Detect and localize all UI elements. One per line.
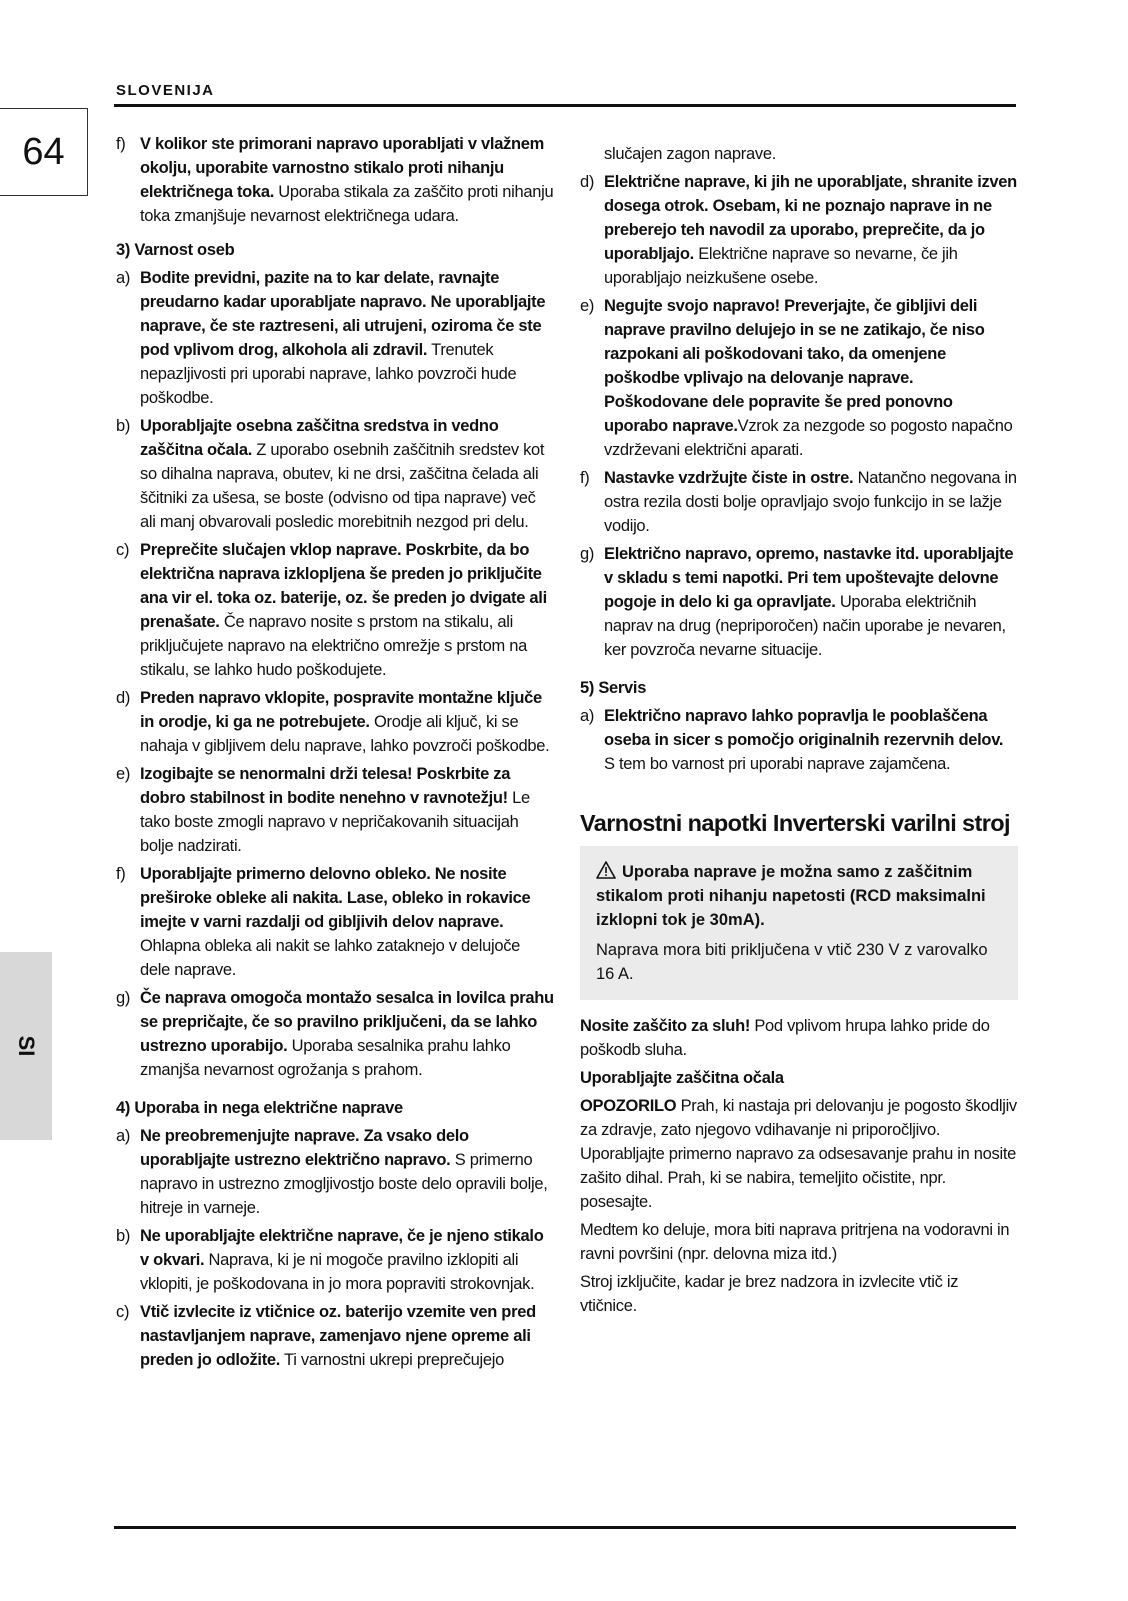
item-letter: f) [116, 865, 126, 883]
item-lead: Negujte svojo napravo! Preverjajte, če gibljivi deli naprave pravilno delujejo in se ne zatikajo, če niso razpokani ali poškodovani tako, da omenjene poškodbe vplivajo na delovanje naprave. Poškodovane dele popravite še pred ponovno uporabo naprave. [604, 297, 985, 435]
item-lead: Vtič izvlecite iz vtičnice oz. baterijo vzemite ven pred nastavljanjem naprave, zamenjavo njene opreme ali preden jo odložite. [140, 1303, 536, 1369]
hearing-protection-para [580, 1014, 1018, 1062]
item-text: Ohlapna obleka ali nakit se lahko zataknejo v delujoče dele naprave. [140, 937, 521, 979]
list-section-5 [580, 704, 1018, 776]
dust-lead: OPOZORILO [580, 1097, 677, 1115]
plug-info: Naprava mora biti priključena v vtič 230 V z varovalko 16 A. [596, 941, 988, 983]
item-letter: g) [580, 545, 595, 563]
list-section-4 [116, 1124, 554, 1372]
list-item [116, 414, 554, 534]
item-lead: Ne preobremenjujte naprave. Za vsako delo uporabljajte ustrezno električno napravo. [140, 1127, 469, 1169]
fixed-surface-para: Medtem ko deluje, mora biti naprava pritrjena na vodoravni in ravni površini (npr. delovna miza itd.) [580, 1221, 1010, 1263]
item-text: Uporaba stikala za zaščito proti nihanju toka zmanjšuje nevarnost električnega udara. [140, 183, 554, 225]
item-text: Orodje ali ključ, ki se nahaja v gibljivem delu naprave, lahko povzroči poškodbe. [140, 713, 550, 755]
item-text: Trenutek nepazljivosti pri uporabi naprave, lahko povzroči hude poškodbe. [140, 341, 517, 407]
item-text: Vzrok za nezgode so pogosto napačno vzdrževani električni aparati. [604, 417, 1013, 459]
item-letter: e) [580, 297, 595, 315]
item-letter: f) [116, 135, 126, 153]
item-letter: a) [116, 1127, 131, 1145]
item-letter: e) [116, 765, 131, 783]
item-text: Če napravo nosite s prstom na stikalu, ali priključujete napravo na električno omrežje s prstom na stikalu, se lahko hudo poškodujete. [140, 613, 528, 679]
item-letter: c) [116, 1303, 130, 1321]
list-item [116, 862, 554, 982]
item-text: Ti varnostni ukrepi preprečujejo [280, 1351, 505, 1369]
item-text: Natančno negovana in ostra rezila dosti bolje opravljajo svojo funkcijo in se lažje vodijo. [604, 469, 1017, 535]
list-item [116, 762, 554, 858]
item-text: Z uporabo osebnih zaščitnih sredstev kot so dihalna naprava, obutev, ki ne drsi, zaščitna čelada ali ščitniki za ušesa, se boste (odvisno od tipa naprave) več ali manj obvarovali posledic morebitnih nezgod pri delu. [140, 441, 545, 531]
item-lead: Preden napravo vklopite, pospravite montažne ključe in orodje, ki ga ne potrebujete. [140, 689, 542, 731]
section-heading-4: 4) Uporaba in nega električne naprave [116, 1099, 403, 1117]
dust-warning-para [580, 1094, 1018, 1214]
item-letter: b) [116, 417, 131, 435]
item-text: Uporaba električnih naprav na drug (nepriporočen) način uporabe je nevaren, ker povzroča nevarne situacije. [604, 593, 1006, 659]
item-text: S primerno napravo in ustrezno zmogljivostjo boste delo opravili bolje, hitreje in varneje. [140, 1151, 548, 1217]
continuation-text: slučajen zagon naprave. [604, 145, 776, 163]
item-lead: V kolikor ste primorani napravo uporabljati v vlažnem okolju, uporabite varnostno stikalo proti nihanju električnega toka. [140, 135, 545, 201]
item-lead: Če naprava omogoča montažo sesalca in lovilca prahu se prepričajte, če so pravilno priključeni, da se lahko ustrezno uporabijo. [140, 989, 554, 1055]
warning-triangle-icon [596, 861, 616, 879]
section-heading-3: 3) Varnost oseb [116, 241, 235, 259]
language-code: SI [14, 1035, 39, 1057]
right-column [580, 132, 1018, 1322]
safety-glasses-heading: Uporabljajte zaščitna očala [580, 1069, 784, 1087]
list-item [580, 170, 1018, 290]
unplug-para: Stroj izključite, kadar je brez nadzora in izvlecite vtič iz vtičnice. [580, 1273, 959, 1315]
dust-text: Prah, ki nastaja pri delovanju je pogosto škodljiv za zdravje, zato njegovo vdihavanje ni priporočljivo. Uporabljajte primerno napravo za odsesavanje prahu in nosite zašito dihal. Prah, ki se nabira, temeljito očistite, npr. posesajte. [580, 1097, 1017, 1211]
item-letter: d) [580, 173, 595, 191]
item-text: Le tako boste zmogli napravo v nepričakovanih situacijah bolje nadzirati. [140, 789, 530, 855]
page-number-box [0, 108, 88, 196]
list-item [580, 466, 1018, 538]
list-item [580, 542, 1018, 662]
list-item [580, 294, 1018, 462]
page-number: 64 [22, 130, 65, 173]
list-section-3 [116, 266, 554, 1082]
rcd-notice-box [580, 846, 1018, 1000]
item-lead: Bodite previdni, pazite na to kar delate, ravnajte preudarno kadar uporabljate napravo. Ne uporabljajte naprave, če ste raztreseni, ali utrujeni, oziroma če ste pod vplivom drog, alkohola ali zdravil. [140, 269, 546, 359]
item-letter: f) [580, 469, 590, 487]
item-lead: Električno napravo lahko popravlja le pooblaščena oseba in sicer s pomočjo originalnih rezervnih delov. [604, 707, 1004, 749]
item-text: Uporaba sesalnika prahu lahko zmanjša nevarnost ogrožanja s prahom. [140, 1037, 511, 1079]
section-heading-5: 5) Servis [580, 679, 647, 697]
item-lead: Uporabljajte primerno delovno obleko. Ne nosite preširoke obleke ali nakita. Lase, obleko in rokavice imejte v varni razdalji od gibljivih delov naprave. [140, 865, 531, 931]
welder-safety-title: Varnostni napotki Inverterski varilni stroj [580, 810, 1010, 836]
item-letter: c) [116, 541, 130, 559]
list-item [116, 538, 554, 682]
item-letter: a) [116, 269, 131, 287]
list-item [116, 1124, 554, 1220]
item-text: Naprava, ki je ni mogoče pravilno izklopiti ali vklopiti, je poškodovana in jo mora popraviti strokovnjak. [140, 1251, 535, 1293]
country-header: SLOVENIJA [116, 82, 215, 99]
list-item [116, 686, 554, 758]
hearing-text: Pod vplivom hrupa lahko pride do poškodb sluha. [580, 1017, 990, 1059]
left-column [116, 132, 554, 1376]
list-item [116, 132, 554, 228]
item-lead: Električne naprave, ki jih ne uporabljate, shranite izven dosega otrok. Osebam, ki ne poznajo naprave in ne preberejo teh navodil za uporabo, preprečite, da jo uporabljajo. [604, 173, 1017, 263]
header-rule [114, 104, 1016, 107]
item-lead: Nastavke vzdržujte čiste in ostre. [604, 469, 854, 487]
hearing-lead: Nosite zaščito za sluh! [580, 1017, 751, 1035]
item-lead: Ne uporabljajte električne naprave, če je njeno stikalo v okvari. [140, 1227, 544, 1269]
list-item [580, 704, 1018, 776]
item-lead: Izogibajte se nenormalni drži telesa! Poskrbite za dobro stabilnost in bodite nenehno v ravnotežju! [140, 765, 511, 807]
footer-rule [114, 1526, 1016, 1529]
list-item [116, 986, 554, 1082]
list-item [116, 1224, 554, 1296]
language-side-tab [0, 952, 52, 1140]
item-letter: a) [580, 707, 595, 725]
rcd-warning [596, 860, 1002, 932]
item-text: S tem bo varnost pri uporabi naprave zajamčena. [604, 755, 951, 773]
list-section-4-continued [580, 170, 1018, 662]
rcd-warning-text: Uporaba naprave je možna samo z zaščitnim stikalom proti nihanju napetosti (RCD maksimalni izklopni tok je 30mA). [596, 863, 986, 929]
list-item [116, 266, 554, 410]
item-lead: Preprečite slučajen vklop naprave. Poskrbite, da bo električna naprava izklopljena še preden jo priključite ana vir el. toka oz. baterije, oz. še preden jo dvigate ali prenašate. [140, 541, 547, 631]
item-lead: Električno napravo, opremo, nastavke itd. uporabljajte v skladu s temi napotki. Pri tem upoštevajte delovne pogoje in delo ki ga opravljate. [604, 545, 1014, 611]
item-lead: Uporabljajte osebna zaščitna sredstva in vedno zaščitna očala. [140, 417, 499, 459]
item-letter: b) [116, 1227, 131, 1245]
item-letter: d) [116, 689, 131, 707]
item-letter: g) [116, 989, 131, 1007]
list-item [116, 1300, 554, 1372]
item-text: Električne naprave so nevarne, če jih uporabljajo neizkušene osebe. [604, 245, 958, 287]
